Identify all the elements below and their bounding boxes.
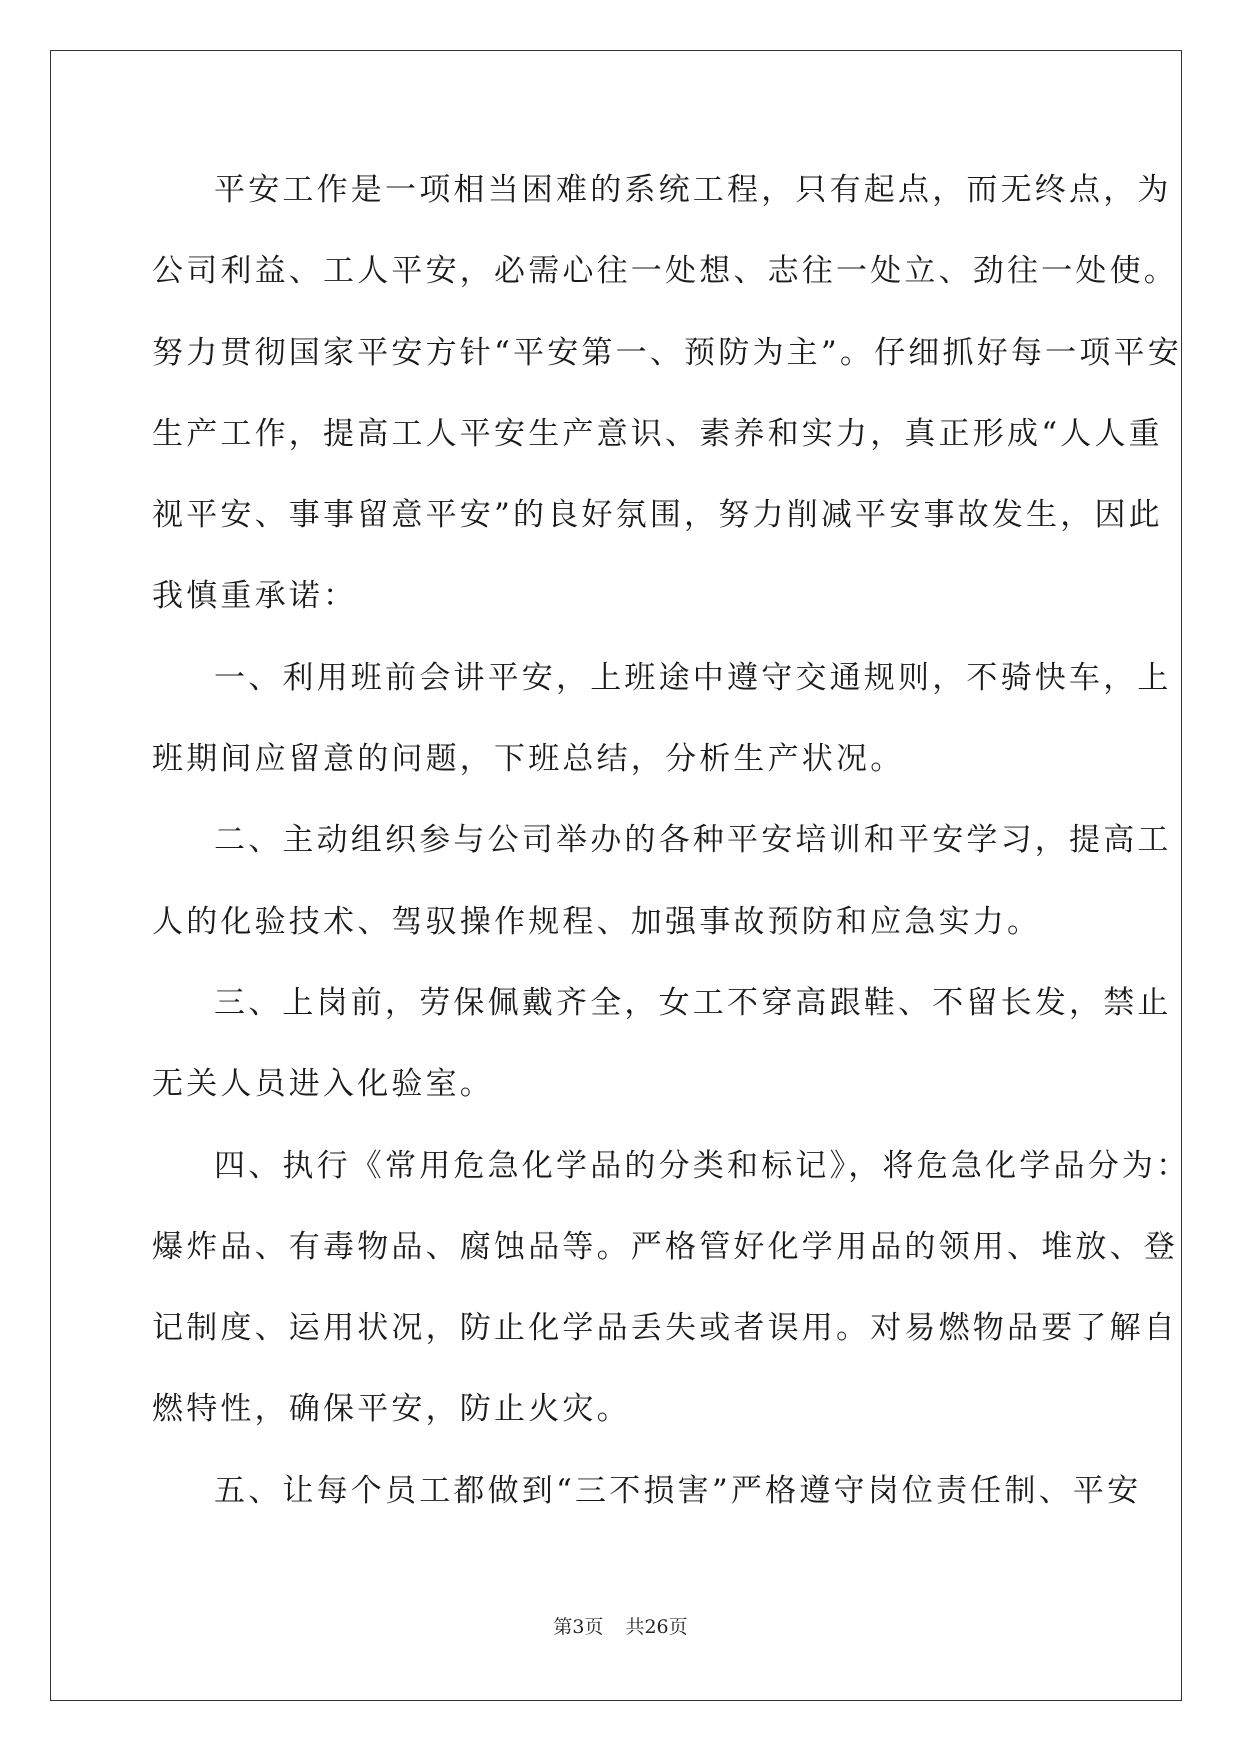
document-body [152, 162, 1191, 1544]
text-line: 四、执行《常用危急化学品的分类和标记》，将危急化学品分为： [214, 1147, 1191, 1184]
page-number: 第3页 [553, 1616, 604, 1638]
page-total: 共26页 [625, 1616, 688, 1638]
text-line: 一、利用班前会讲平安，上班途中遵守交通规则，不骑快车，上 [214, 659, 1172, 696]
text-line: 班期间应留意的问题，下班总结，分析生产状况。 [152, 741, 905, 778]
text-line: 努力贯彻国家平安方针“平安第一、预防为主”。仔细抓好每一项平安 [152, 334, 1182, 371]
text-line: 我慎重承诺： [152, 578, 358, 615]
text-line: 记制度、运用状况，防止化学品丢失或者误用。对易燃物品要了解自 [152, 1310, 1178, 1347]
text-line: 平安工作是一项相当困难的系统工程，只有起点，而无终点，为 [214, 172, 1172, 208]
text-line: 燃特性，确保平安，防止火灾。 [152, 1391, 631, 1428]
text-line: 无关人员进入化验室。 [152, 1066, 494, 1103]
text-line: 爆炸品、有毒物品、腐蚀品等。严格管好化学用品的领用、堆放、登 [152, 1228, 1178, 1265]
text-line: 公司利益、工人平安，必需心往一处想、志往一处立、劲往一处使。 [152, 253, 1178, 290]
text-line: 五、让每个员工都做到“三不损害”严格遵守岗位责任制、平安 [214, 1472, 1142, 1509]
page-footer [0, 1612, 1241, 1639]
text-line: 二、主动组织参与公司举办的各种平安培训和平安学习，提高工 [214, 822, 1172, 859]
text-line: 人的化验技术、驾驭操作规程、加强事故预防和应急实力。 [152, 903, 1042, 940]
text-line: 视平安、事事留意平安”的良好氛围，努力削减平安事故发生，因此 [152, 497, 1163, 534]
text-line: 生产工作，提高工人平安生产意识、素养和实力，真正形成“人人重 [152, 415, 1163, 452]
text-line: 三、上岗前，劳保佩戴齐全，女工不穿高跟鞋、不留长发，禁止 [214, 984, 1172, 1021]
